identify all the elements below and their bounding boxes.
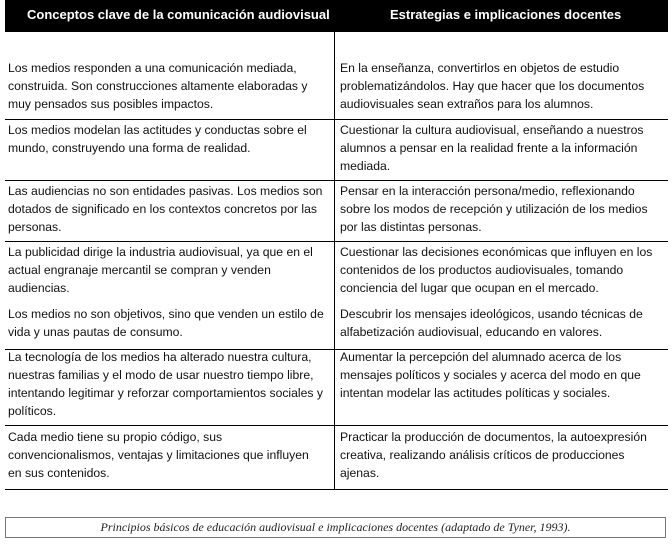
cell-line: audiovisuales sean extraños para los alumnos. xyxy=(340,97,594,111)
cell-line: actual engranaje mercantil se compran y venden xyxy=(8,263,271,277)
strategy-cell xyxy=(340,182,658,236)
cell-line: nuestras familias y el modo de usar nuestro tiempo libre, xyxy=(8,368,314,382)
cell-line: dotados de significado en los contextos concretos por las xyxy=(8,202,317,216)
row-separator xyxy=(5,425,668,426)
cell-line: Los medios no son objetivos, sino que venden un estilo de xyxy=(8,307,324,321)
cell-line: Cuestionar la cultura audiovisual, enseñando a nuestros xyxy=(340,123,644,137)
table-header xyxy=(5,0,668,32)
cell-line: sobre los modos de recepción y utilización de los medios xyxy=(340,202,648,216)
concepts-table xyxy=(5,0,668,480)
header-strategies: Estrategias e implicaciones docentes xyxy=(390,7,622,22)
caption-text: Principios básicos de educación audiovisual e implicaciones docentes (adaptado de Tyner, 1993). xyxy=(100,520,571,534)
cell-line: La publicidad dirige la industria audiovisual, ya que en el xyxy=(8,245,313,259)
cell-line: La tecnología de los medios ha alterado nuestra cultura, xyxy=(8,350,312,364)
cell-line: construida. Son construcciones altamente elaboradas y xyxy=(8,79,308,93)
cell-line: Cuestionar las decisiones económicas que influyen en los xyxy=(340,245,653,259)
cell-line: Cada medio tiene su propio código, sus xyxy=(8,430,223,444)
strategy-cell xyxy=(340,348,658,402)
row-separator xyxy=(5,241,668,242)
row-separator xyxy=(5,349,668,350)
cell-line: Practicar la producción de documentos, la autoexpresión xyxy=(340,430,647,444)
cell-line: contenidos de los productos audiovisuales, tomando xyxy=(340,263,624,277)
cell-line: ajenas. xyxy=(340,466,380,480)
cell-line: Los medios responden a una comunicación mediada, xyxy=(8,61,297,75)
cell-line: Aumentar la percepción del alumnado acerca de los xyxy=(340,350,622,364)
cell-line: audiencias. xyxy=(8,281,70,295)
cell-line: Las audiencias no son entidades pasivas. Los medios son xyxy=(8,184,323,198)
cell-line: personas. xyxy=(8,220,62,234)
strategy-cell xyxy=(340,305,658,341)
cell-line: creativa, realizando análisis críticos de producciones xyxy=(340,448,625,462)
cell-line: En la enseñanza, convertirlos en objetos de estudio xyxy=(340,61,620,75)
cell-line: convencionalismos, ventajas y limitaciones que influyen xyxy=(8,448,309,462)
concept-cell xyxy=(8,348,326,420)
cell-line: en sus contenidos. xyxy=(8,466,110,480)
concept-cell xyxy=(8,59,326,113)
table-bottom-border xyxy=(5,489,668,490)
cell-line: mundo, construyendo una forma de realidad. xyxy=(8,141,251,155)
concept-cell xyxy=(8,121,326,157)
cell-line: por las distintas personas. xyxy=(340,220,482,234)
concept-cell xyxy=(8,182,326,236)
cell-line: mediada. xyxy=(340,159,391,173)
cell-line: vida y unas pautas de consumo. xyxy=(8,325,183,339)
row-separator xyxy=(5,119,668,120)
cell-line: conciencia del lugar que ocupan en el mercado. xyxy=(340,281,599,295)
column-divider xyxy=(334,32,335,490)
cell-line: intentando legitimar y reforzar comportamientos sociales y xyxy=(8,386,323,400)
cell-line: mensajes políticos y sociales y acerca del modo en que xyxy=(340,368,641,382)
cell-line: Pensar en la interacción persona/medio, reflexionando xyxy=(340,184,635,198)
strategy-cell xyxy=(340,59,658,113)
concept-cell xyxy=(8,305,326,341)
cell-line: Los medios modelan las actitudes y conductas sobre el xyxy=(8,123,307,137)
cell-line: muy pensados sus posibles impactos. xyxy=(8,97,214,111)
strategy-cell xyxy=(340,428,658,482)
cell-line: alfabetización audiovisual, educando en valores. xyxy=(340,325,603,339)
header-concepts: Conceptos clave de la comunicación audiovisual xyxy=(27,7,330,22)
cell-line: problematizándolos. Hay que hacer que los documentos xyxy=(340,79,645,93)
cell-line: políticos. xyxy=(8,404,57,418)
cell-line: intentan modelar las actitudes políticas y sociales. xyxy=(340,386,611,400)
table-caption xyxy=(5,517,666,538)
strategy-cell xyxy=(340,121,658,175)
strategy-cell xyxy=(340,243,658,297)
row-separator xyxy=(5,180,668,181)
concept-cell xyxy=(8,428,326,482)
concept-cell xyxy=(8,243,326,297)
cell-line: alumnos a pensar en la realidad frente a la información xyxy=(340,141,638,155)
cell-line: Descubrir los mensajes ideológicos, usando técnicas de xyxy=(340,307,643,321)
